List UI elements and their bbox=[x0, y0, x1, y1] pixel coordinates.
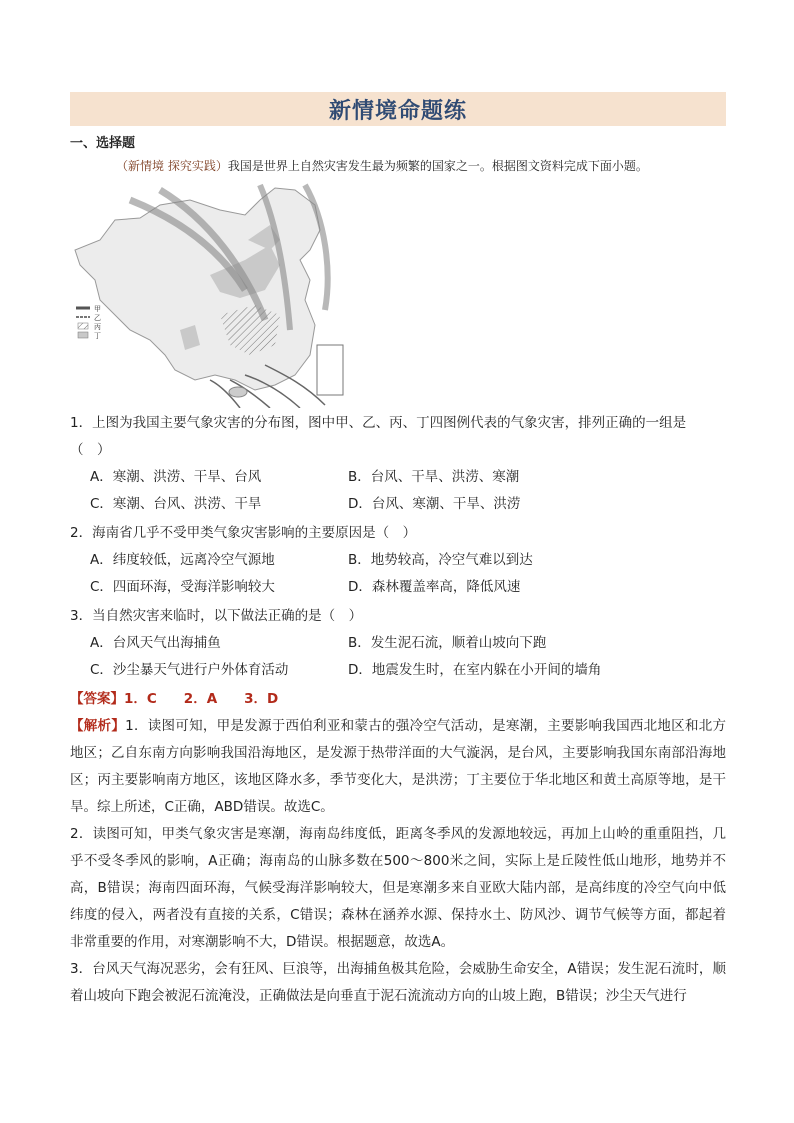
question-2-stem: 2．海南省几乎不受甲类气象灾害影响的主要原因是（ ） bbox=[70, 525, 417, 541]
explanation-2: 2．读图可知，甲类气象灾害是寒潮，海南岛纬度低，距离冬季风的发源地较远，再加上山岭的重重阻挡，几乎不受冬季风的影响，A正确；海南岛的山脉多数在500～800米之间，实际上是丘陵性低山地形，地势并不高，B错误；海南四面环海，气候受海洋影响较大，但是寒潮多来自亚欧大陆内部，是高纬度的冷空气向中低纬度的侵入，两者没有直接的关系，C错误；森林在涵养水源、保持水土、防风沙、调节气候等方面，都起着非常重要的作用，对寒潮影响不大，D错误。根据题意，故选A。 bbox=[70, 826, 726, 950]
section-heading: 一、选择题 bbox=[70, 136, 136, 151]
explanation-label: 【解析】 bbox=[70, 718, 126, 734]
q1-option-b[interactable]: B．台风、干旱、洪涝、寒潮 bbox=[348, 469, 520, 485]
question-1-options bbox=[70, 464, 726, 518]
question-3-options bbox=[70, 630, 726, 684]
answer-text: 1．C 2．A 3．D bbox=[124, 691, 279, 707]
intro-tag: （新情境 探究实践） bbox=[116, 159, 228, 173]
q1-option-d[interactable]: D．台风、寒潮、干旱、洪涝 bbox=[348, 496, 521, 512]
question-3-stem: 3．当自然灾害来临时，以下做法正确的是（ ） bbox=[70, 608, 363, 624]
explanation-text-1: 1．读图可知，甲是发源于西伯利亚和蒙古的强冷空气活动，是寒潮，主要影响我国西北地区和北方地区；乙自东南方向影响我国沿海地区，是发源于热带洋面的大气漩涡，是台风，主要影响我国东南部沿海地区；丙主要影响南方地区，该地区降水多，季节变化大，是洪涝；丁主要位于华北地区和黄土高原等地，是干旱。综上所述，C正确，ABD错误。故选C。 bbox=[70, 718, 727, 815]
q1-option-a[interactable]: A．寒潮、洪涝、干旱、台风 bbox=[90, 469, 262, 485]
q3-option-a[interactable]: A．台风天气出海捕鱼 bbox=[90, 635, 221, 651]
title-bar bbox=[70, 92, 726, 126]
question-1-blank: （ ） bbox=[70, 442, 111, 458]
south-sea-inset bbox=[317, 345, 343, 395]
question-1-text: 1．上图为我国主要气象灾害的分布图，图中甲、乙、丙、丁四图例代表的气象灾害，排列正确的一组是 bbox=[70, 415, 687, 431]
legend-label-bing: 丙 bbox=[94, 323, 101, 331]
page-title: 新情境命题练 bbox=[328, 98, 467, 124]
legend-label-jia: 甲 bbox=[94, 305, 101, 313]
q3-option-b[interactable]: B．发生泥石流，顺着山坡向下跑 bbox=[348, 635, 547, 651]
map-legend bbox=[76, 305, 101, 340]
page bbox=[70, 92, 726, 1010]
explanation-3: 3．台风天气海况恶劣，会有狂风、巨浪等，出海捕鱼极其危险，会威胁生命安全，A错误；发生泥石流时，顺着山坡向下跑会被泥石流淹没，正确做法是向垂直于泥石流流动方向的山坡上跑，B错误；沙尘天气进行 bbox=[70, 961, 726, 1004]
q2-option-d[interactable]: D．森林覆盖率高，降低风速 bbox=[348, 579, 521, 595]
q2-option-a[interactable]: A．纬度较低，远离冷空气源地 bbox=[90, 552, 275, 568]
legend-symbol-ding bbox=[78, 332, 88, 338]
intro-text bbox=[70, 157, 726, 174]
q2-option-c[interactable]: C．四面环海，受海洋影响较大 bbox=[90, 579, 275, 595]
legend-symbol-bing bbox=[78, 323, 88, 329]
hainan-island bbox=[229, 387, 247, 397]
q3-option-d[interactable]: D．地震发生时，在室内躲在小开间的墙角 bbox=[348, 662, 602, 678]
q3-option-c[interactable]: C．沙尘暴天气进行户外体育活动 bbox=[90, 662, 289, 678]
q2-option-b[interactable]: B．地势较高，冷空气难以到达 bbox=[348, 552, 533, 568]
intro-body: 我国是世界上自然灾害发生最为频繁的国家之一。根据图文资料完成下面小题。 bbox=[227, 159, 648, 173]
legend-label-ding: 丁 bbox=[94, 332, 101, 340]
answer-line bbox=[70, 686, 726, 713]
question-1-stem bbox=[70, 410, 726, 464]
question-2-options bbox=[70, 547, 726, 601]
china-map-figure bbox=[70, 180, 345, 408]
answer-label: 【答案】 bbox=[70, 691, 124, 707]
disaster-map bbox=[70, 180, 345, 408]
legend-label-yi: 乙 bbox=[94, 314, 101, 322]
explanation-1 bbox=[70, 713, 726, 821]
q1-option-c[interactable]: C．寒潮、台风、洪涝、干旱 bbox=[90, 496, 262, 512]
